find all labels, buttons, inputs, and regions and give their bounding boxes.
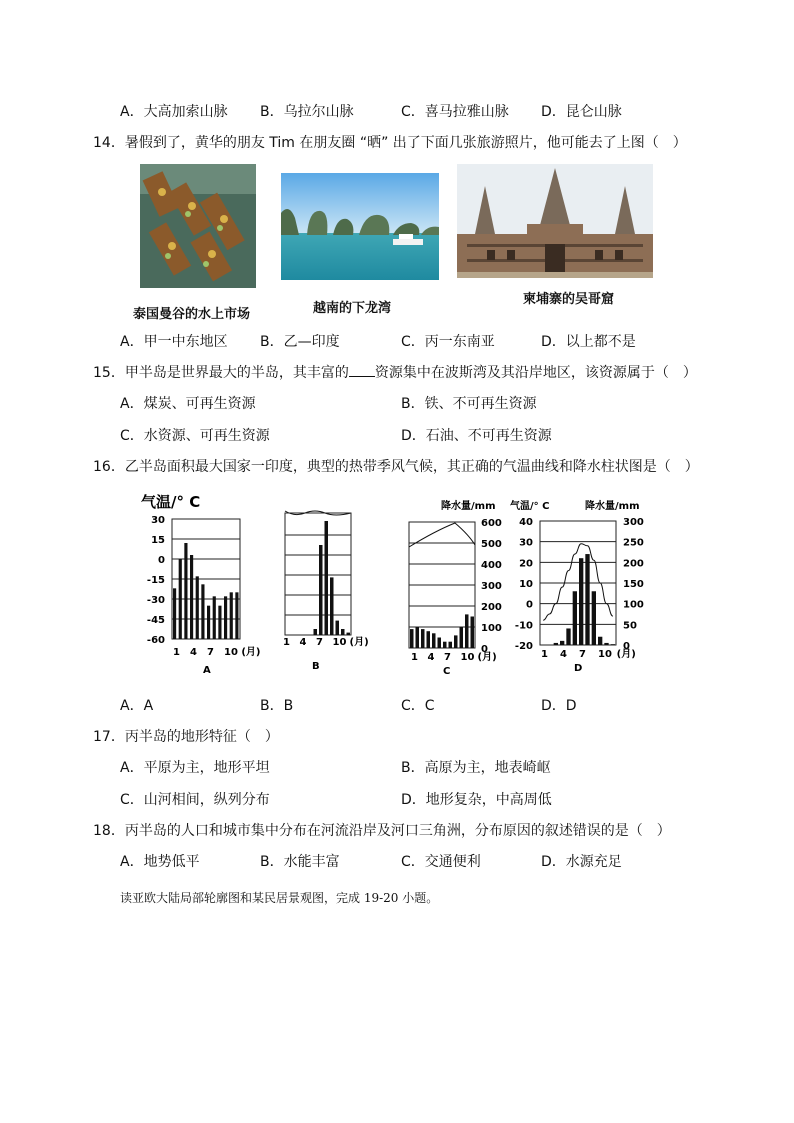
chart-a-xtick: (月) <box>241 647 261 658</box>
chart-d-xtick: (月) <box>616 649 636 660</box>
chart-a-bar <box>201 584 204 639</box>
q13-option-c: C．喜马拉雅山脉 <box>401 104 509 120</box>
chart-c-bar <box>460 627 464 648</box>
chart-a-ytick: -45 <box>146 615 165 626</box>
q18-option-d: D．水源充足 <box>541 854 622 870</box>
chart-d-ytick-left: 0 <box>526 599 533 611</box>
chart-d-ytick-right: 200 <box>623 558 644 570</box>
chart-c-xtick: 7 <box>444 652 451 663</box>
chart-d-bar <box>598 637 602 645</box>
chart-b-bar <box>330 577 334 635</box>
q14-option-d: D．以上都不是 <box>541 334 636 350</box>
chart-a-bar <box>173 588 176 639</box>
chart-a-bar <box>224 596 227 639</box>
q14-option-a: A．甲一中东地区 <box>120 334 228 350</box>
chart-c-xtick: (月) <box>477 652 497 663</box>
chart-b-bar <box>347 633 351 635</box>
chart-c-bar <box>416 627 420 648</box>
chart-b-bar <box>341 629 345 635</box>
chart-c <box>409 499 502 677</box>
chart-c-ytick: 200 <box>481 602 502 613</box>
q15-option-a: A．煤炭、可再生资源 <box>120 396 256 412</box>
q18-option-c: C．交通便利 <box>401 854 481 870</box>
chart-a-xtick: 1 <box>173 647 180 658</box>
chart-d-bar <box>611 644 615 645</box>
chart-a-bar <box>190 555 193 639</box>
chart-c-bar <box>410 629 414 648</box>
chart-c-ytick: 100 <box>481 623 502 634</box>
chart-c-xtick: 1 <box>411 652 418 663</box>
chart-d-bar <box>592 591 596 645</box>
q15-option-d: D．石油、不可再生资源 <box>401 428 552 444</box>
chart-a-bar <box>196 576 199 639</box>
chart-c-ytick: 400 <box>481 560 502 571</box>
q18-option-a: A．地势低平 <box>120 854 200 870</box>
q14-option-c: C．丙一东南亚 <box>401 334 495 350</box>
chart-d-ytick-right: 50 <box>623 620 637 632</box>
chart-b <box>283 511 369 672</box>
chart-a-xtick: 7 <box>207 647 214 658</box>
chart-a-bar <box>213 596 216 639</box>
chart-b-xtick: 10 <box>332 637 347 648</box>
chart-a-bar <box>179 559 182 639</box>
q16-option-b: B．B <box>260 698 294 714</box>
chart-c-bar <box>438 638 442 649</box>
chart-c-bar <box>449 642 453 648</box>
chart-a <box>141 493 260 676</box>
q18-option-b: B．水能丰富 <box>260 854 340 870</box>
chart-a-ytick: -15 <box>146 575 165 586</box>
chart-a-bar <box>218 606 221 639</box>
q16-option-c: C．C <box>401 698 435 714</box>
chart-d-label: D <box>574 663 583 674</box>
q15-stem-a: 15．甲半岛是世界最大的半岛，其丰富的 <box>93 365 349 381</box>
chart-c-bar <box>454 635 458 648</box>
chart-c-ytick: 0 <box>481 644 488 655</box>
chart-d-ytick-right: 300 <box>623 517 644 528</box>
chart-c-bar <box>421 629 425 648</box>
chart-b-frame <box>285 513 351 635</box>
chart-a-ytick: -60 <box>146 635 165 646</box>
q17-option-d: D．地形复杂，中高周低 <box>401 792 552 808</box>
chart-c-bar <box>465 614 469 648</box>
chart-d-xtick: 4 <box>560 649 567 660</box>
chart-c-ytick: 600 <box>481 518 502 529</box>
chart-a-ylabel: 气温/° C <box>141 493 201 511</box>
chart-a-bar <box>184 543 187 639</box>
chart-d-ytick-left: 20 <box>519 558 533 570</box>
q15-stem-b: 资源集中在波斯湾及其沿岸地区，该资源属于（ ） <box>374 365 697 381</box>
chart-d-xtick: 7 <box>579 649 586 660</box>
chart-d-bar <box>566 628 570 645</box>
q14-option-b: B．乙—印度 <box>260 334 340 350</box>
q15-stem <box>93 362 697 382</box>
chart-a-bar <box>230 592 233 639</box>
q15-option-c: C．水资源、可再生资源 <box>120 428 270 444</box>
chart-b-bar <box>325 521 329 635</box>
photo-caption-2: 越南的下龙湾 <box>313 301 392 316</box>
q15-option-b: B．铁、不可再生资源 <box>401 396 537 412</box>
chart-d-ytick-right: 250 <box>623 537 644 549</box>
photo-angkor-wat <box>457 164 653 278</box>
q15-blank <box>349 364 375 377</box>
q17-option-a: A．平原为主，地形平坦 <box>120 760 270 776</box>
q16-stem: 16．乙半岛面积最大国家一印度，典型的热带季风气候，其正确的气温曲线和降水柱状图是（ ） <box>93 459 699 475</box>
chart-a-xtick: 4 <box>190 647 197 658</box>
chart-b-label: B <box>312 661 320 672</box>
chart-a-ytick: -30 <box>146 595 165 606</box>
chart-c-bar <box>443 642 447 648</box>
chart-d-temp-curve <box>543 544 613 620</box>
chart-d-ytick-left: -10 <box>514 620 533 632</box>
q16-option-a: A．A <box>120 698 154 714</box>
chart-c-bar <box>427 631 431 648</box>
chart-b-xtick: 4 <box>299 637 307 648</box>
photo-floating-market <box>140 164 256 288</box>
photo-halong-bay <box>281 173 439 280</box>
chart-c-ylabel: 降水量/mm <box>441 501 496 512</box>
chart-b-xtick: 1 <box>283 637 290 648</box>
chart-a-bar <box>235 592 238 639</box>
chart-d-bar <box>585 554 589 645</box>
chart-d-xtick: 1 <box>541 649 548 660</box>
chart-d-ytick-left: 40 <box>519 517 533 528</box>
chart-d-xtick: 10 <box>598 649 612 660</box>
chart-d-ytick-left: -20 <box>514 641 533 652</box>
chart-d <box>510 499 644 674</box>
chart-d-bar <box>560 641 564 645</box>
climate-charts <box>135 485 675 685</box>
reading-note: 读亚欧大陆局部轮廓图和某民居景观图，完成 19-20 小题。 <box>120 891 439 905</box>
chart-d-ytick-right: 150 <box>623 579 644 590</box>
q17-option-b: B．高原为主，地表崎岖 <box>401 760 551 776</box>
q17-option-c: C．山河相间，纵列分布 <box>120 792 270 808</box>
chart-c-xtick: 4 <box>427 652 435 663</box>
q18-stem: 18．丙半岛的人口和城市集中分布在河流沿岸及河口三角洲，分布原因的叙述错误的是（ ） <box>93 823 671 839</box>
chart-d-ylabel-left: 气温/° C <box>510 501 550 512</box>
chart-c-bar <box>432 633 436 648</box>
q13-option-d: D．昆仑山脉 <box>541 104 622 120</box>
q14-stem: 14．暑假到了，黄华的朋友 Tim 在朋友圈 “晒” 出了下面几张旅游照片，他可能去了上图（ ） <box>93 135 687 151</box>
chart-b-bar <box>336 621 340 635</box>
chart-d-bar <box>604 643 608 645</box>
chart-a-ytick: 15 <box>151 535 165 546</box>
q13-option-b: B．乌拉尔山脉 <box>260 104 354 120</box>
chart-d-bar <box>554 643 558 645</box>
chart-b-bar <box>319 545 323 635</box>
q17-stem: 17．丙半岛的地形特征（ ） <box>93 729 279 745</box>
chart-d-ytick-left: 30 <box>519 537 533 549</box>
chart-d-bar <box>579 558 583 645</box>
chart-c-ytick: 300 <box>481 581 502 592</box>
photo-caption-3: 柬埔寨的吴哥窟 <box>523 292 615 307</box>
q16-option-d: D．D <box>541 698 577 714</box>
chart-c-label: C <box>443 666 451 677</box>
chart-a-xtick: 10 <box>224 647 238 658</box>
chart-c-bar <box>471 617 475 649</box>
chart-d-ytick-right: 0 <box>623 641 630 652</box>
chart-b-xtick: (月) <box>349 637 369 648</box>
chart-d-ylabel-right: 降水量/mm <box>585 501 640 512</box>
chart-c-xtick: 10 <box>460 652 475 663</box>
photo-caption-1: 泰国曼谷的水上市场 <box>133 307 251 322</box>
chart-a-ytick: 30 <box>151 515 165 526</box>
chart-b-xtick: 7 <box>316 637 323 648</box>
chart-a-label: A <box>203 665 211 676</box>
chart-d-ytick-left: 10 <box>519 579 533 590</box>
chart-d-bar <box>573 591 577 645</box>
chart-c-ytick: 500 <box>481 539 502 550</box>
chart-d-ytick-right: 100 <box>623 599 644 611</box>
chart-b-bar <box>314 629 318 635</box>
chart-a-ytick: 0 <box>158 555 165 566</box>
chart-a-bar <box>207 606 210 639</box>
q13-option-a: A．大高加索山脉 <box>120 104 228 120</box>
